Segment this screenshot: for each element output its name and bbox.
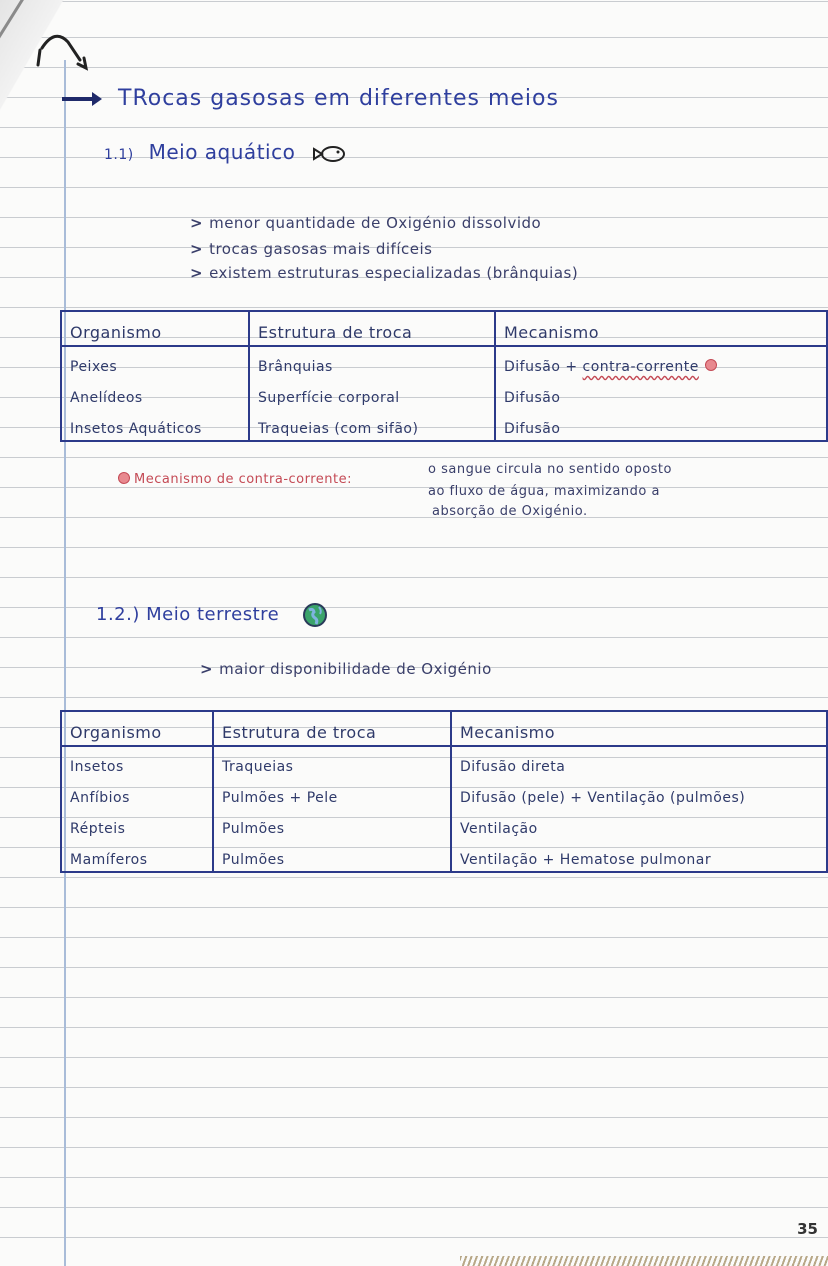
footnote-line: ao fluxo de água, maximizando a (428, 484, 660, 499)
bullet-item: > menor quantidade de Oxigénio dissolvido (190, 214, 542, 232)
table-cell: Insetos (61, 746, 213, 778)
page-number: 35 (797, 1220, 818, 1238)
table-header-row (61, 711, 827, 746)
highlighted-term: contra-corrente (582, 359, 699, 375)
aquatic-table (60, 310, 828, 442)
table-cell: Pulmões (213, 840, 451, 872)
table-cell: Traqueias (213, 746, 451, 778)
table-header: Organismo (61, 311, 249, 346)
table-header: Estrutura de troca (249, 311, 495, 346)
section-2-heading (96, 602, 328, 628)
table-row (61, 409, 827, 441)
table-cell: Pulmões (213, 809, 451, 840)
table-cell: Pulmões + Pele (213, 778, 451, 809)
globe-icon (302, 602, 328, 628)
table-cell: Difusão (495, 378, 827, 409)
table-row (61, 809, 827, 840)
table-cell: Difusão (pele) + Ventilação (pulmões) (451, 778, 827, 809)
margin-line (64, 60, 66, 1266)
table-row (61, 840, 827, 872)
fish-icon (312, 145, 346, 163)
footnote-line: o sangue circula no sentido oposto (428, 462, 672, 477)
table-cell: Peixes (61, 346, 249, 378)
table-header: Mecanismo (495, 311, 827, 346)
table-cell: Anfíbios (61, 778, 213, 809)
arrow-right-icon (60, 86, 104, 112)
table-cell: Difusão + contra-corrente (495, 346, 827, 378)
table-row (61, 778, 827, 809)
section-2-title: Meio terrestre (146, 604, 280, 625)
table-cell: Difusão direta (451, 746, 827, 778)
table-cell: Ventilação (451, 809, 827, 840)
bullet-item: > maior disponibilidade de Oxigénio (200, 660, 492, 678)
asterisk-marker-icon (118, 472, 130, 484)
binding-edge (460, 1256, 828, 1266)
bullet-item: > trocas gasosas mais difíceis (190, 240, 433, 258)
table-header: Estrutura de troca (213, 711, 451, 746)
table-header: Organismo (61, 711, 213, 746)
table-header-row (61, 311, 827, 346)
footnote-line: absorção de Oxigénio. (432, 504, 588, 519)
section-1-number: 1.1) (104, 147, 134, 163)
curved-arrow-icon (30, 20, 130, 80)
table-cell: Insetos Aquáticos (61, 409, 249, 441)
table-cell: Mamíferos (61, 840, 213, 872)
section-1-heading (104, 140, 346, 164)
table-cell: Ventilação + Hematose pulmonar (451, 840, 827, 872)
terrestrial-table (60, 710, 828, 873)
table-header: Mecanismo (451, 711, 827, 746)
section-2-number: 1.2.) (96, 604, 140, 625)
table-cell: Anelídeos (61, 378, 249, 409)
table-cell: Difusão (495, 409, 827, 441)
table-cell: Superfície corporal (249, 378, 495, 409)
table-row (61, 378, 827, 409)
asterisk-marker-icon (705, 359, 717, 371)
table-cell: Répteis (61, 809, 213, 840)
table-row (61, 746, 827, 778)
page-title: TRocas gasosas em diferentes meios (118, 86, 559, 111)
table-cell: Traqueias (com sifão) (249, 409, 495, 441)
table-row (61, 346, 827, 378)
bullet-item: > existem estruturas especializadas (brânquias) (190, 264, 579, 282)
section-1-title: Meio aquático (148, 140, 296, 164)
table-cell: Brânquias (249, 346, 495, 378)
footnote-label: Mecanismo de contra-corrente: (118, 472, 352, 487)
